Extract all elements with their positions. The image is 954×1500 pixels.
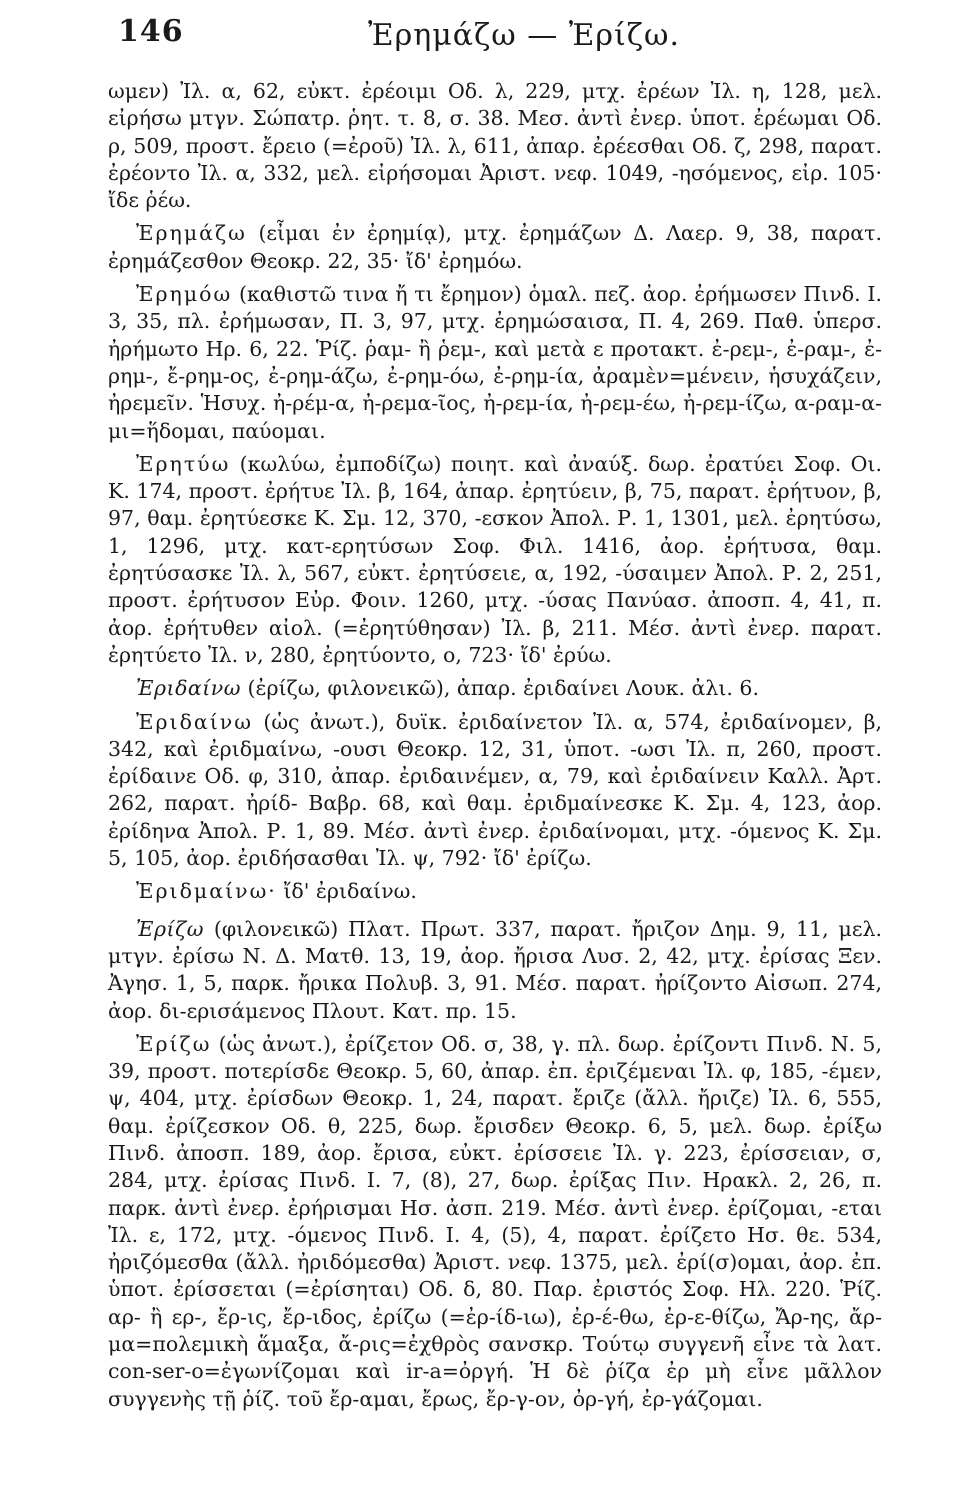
entry-lemma: Ἐρίζω	[136, 1031, 212, 1056]
entry-eridaino-poetic	[108, 709, 882, 873]
entry-text: (εἶμαι ἐν ἐρημίᾳ), μτχ. ἐρημάζων Δ. Λαερ. 9, 38, παρατ. ἐρημάζεσθον Θεοκρ. 22, 35· ἴδ' ἐρημόω.	[108, 221, 882, 273]
dictionary-entries	[108, 78, 882, 1413]
entry-text: (καθιστῶ τινα ἤ τι ἔρημον) ὁμαλ. πεζ. ἀορ. ἐρήμωσεν Πινδ. Ι. 3, 35, πλ. ἐρήμωσαν, Π. 3, 97, μτχ. ἐρημώσαισα, Π. 4, 269. Παθ. ὑπερσ. ἠρήμωτο Ηρ. 6, 22. Ῥίζ. ῥαμ- ἢ ῥεμ-, καὶ μετὰ ε προτακτ. ἐ-ρεμ-, ἐ-ραμ-, ἐ-ρημ-, ἔ-ρημ-ος, ἐ-ρημ-άζω, ἐ-ρημ-όω, ἐ-ρημ-ία, ἀραμὲν=μένειν, ἡσυχάζειν, ἠρεμεῖν. Ἡσυχ. ἠ-ρέμ-α, ἠ-ρεμα-ῖος, ἠ-ρεμ-ία, ἠ-ρεμ-έω, ἠ-ρεμ-ίζω, α-ραμ-α-μι=ἥδομαι, παύομαι.	[108, 282, 882, 443]
entry-text: (ὡς ἀνωτ.), ἐρίζετον Οδ. σ, 38, γ. πλ. δωρ. ἐρίζοντι Πινδ. Ν. 5, 39, προστ. ποτερίσδε Θεοκρ. 5, 60, ἀπαρ. ἐπ. ἐριζέμεναι Ἰλ. φ, 185, -έμεν, ψ, 404, μτχ. ἐρίσδων Θεοκρ. 1, 24, παρατ. ἔριζε (ἄλλ. ἤριζε) Ἰλ. 6, 555, θαμ. ἐρίζεσκον Οδ. θ, 225, δωρ. ἔρισδεν Θεοκρ. 6, 5, μελ. δωρ. ἐρίξω Πινδ. ἀποσπ. 189, ἀορ. ἔρισα, εὐκτ. ἐρίσσειε Ἰλ. γ. 223, ἐρίσσειαν, σ, 284, μτχ. ἐρίσας Πινδ. Ι. 7, (8), 27, δωρ. ἐρίξας Πιν. Ηρακλ. 2, 26, π. παρκ. ἀντὶ ἐνερ. ἐρήρισμαι Ησ. ἀσπ. 219. Μέσ. ἀντὶ ἐνερ. ἐρίζομαι, -εται Ἰλ. ε, 172, μτχ. -όμενος Πινδ. Ι. 4, (5), 4, παρατ. ἐρίζετο Ησ. θε. 534, ἠριζόμεσθα (ἄλλ. ἠριδόμεσθα) Ἀριστ. νεφ. 1375, μελ. ἐρί(σ)ομαι, ἀορ. ἐπ. ὑποτ. ἐρίσσεται (=ἐρίσηται) Οδ. δ, 80. Παρ. ἐριστός Σοφ. Ηλ. 220. Ῥίζ. αρ- ἢ ερ-, ἔρ-ις, ἔρ-ιδος, ἐρίζω (=ἐρ-ίδ-ιω), ἐρ-έ-θω, ἐρ-ε-θίζω, Ἄρ-ης, ἄρ-μα=πολεμικὴ ἅμαξα, ἄ-ρις=ἐχθρὸς σανσκρ. Τούτῳ συγγενῆ εἶνε τὰ λατ. con-ser-o=ἐγωνίζομαι καὶ ir-a=ὀργή. Ἡ δὲ ῥίζα ἐρ μὴ εἶνε μᾶλλον συγγενὴς τῇ ῥίζ. τοῦ ἔρ-αμαι, ἔρως, ἔρ-γ-ον, ὀρ-γή, ἐρ-γάζομαι.	[108, 1031, 882, 1411]
entry-lemma: Ἐριδαίνω	[136, 709, 253, 734]
entry-text: ωμεν) Ἰλ. α, 62, εὐκτ. ἐρέοιμι Οδ. λ, 229, μτχ. ἐρέων Ἰλ. η, 128, μελ. εἰρήσω μτγν. Σώπατρ. ῥητ. τ. 8, σ. 38. Μεσ. ἀντὶ ἐνερ. ὑποτ. ἐρέωμαι Οδ. ρ, 509, προστ. ἔρειο (=ἐροῦ) Ἰλ. λ, 611, ἀπαρ. ἐρέεσθαι Οδ. ζ, 298, παρατ. ἐρέοντο Ἰλ. α, 332, μελ. εἰρήσομαι Ἀριστ. νεφ. 1049, -ησόμενος, εἰρ. 105· ἴδε ῥέω.	[108, 79, 882, 213]
running-head: Ἐρημάζω — Ἐρίζω.	[368, 18, 681, 53]
entry-erimoo	[108, 281, 882, 445]
entry-erimazo	[108, 220, 882, 275]
entry-text: (ἐρίζω, φιλονεικῶ), ἀπαρ. ἐριδαίνει Λουκ. ἀλι. 6.	[247, 676, 759, 701]
entry-lemma: Ἐρημάζω	[136, 221, 247, 246]
page-number: 146	[118, 14, 184, 49]
entry-erizo-attic	[108, 916, 882, 1025]
entry-lemma: Ἐρημόω	[136, 282, 233, 307]
entry-eridmaino	[108, 878, 882, 905]
entry-continuation	[108, 78, 882, 214]
entry-lemma: Ἐριδμαίνω·	[136, 879, 277, 904]
entry-text: (φιλονεικῶ) Πλατ. Πρωτ. 337, παρατ. ἤριζον Δημ. 9, 11, μελ. μτγν. ἐρίσω Ν. Δ. Ματθ. 13, 19, ἀορ. ἤρισα Λυσ. 2, 42, μτχ. ἐρίσας Ξεν. Ἀγησ. 1, 5, παρκ. ἤρικα Πολυβ. 3, 91. Μέσ. παρατ. ἠρίζοντο Αἰσωπ. 274, ἀορ. δι-ερισάμενος Πλουτ. Κατ. πρ. 15.	[108, 916, 882, 1023]
entry-text: (ὡς ἀνωτ.), δυϊκ. ἐριδαίνετον Ἰλ. α, 574, ἐριδαίνομεν, β, 342, καὶ ἐριδμαίνω, -ουσι Θεοκρ. 12, 31, ὑποτ. -ωσι Ἰλ. π, 260, προστ. ἐρίδαινε Οδ. φ, 310, ἀπαρ. ἐριδαινέμεν, α, 79, καὶ ἐριδαίνειν Καλλ. Ἀρτ. 262, παρατ. ἠρίδ- Βαβρ. 68, καὶ θαμ. ἐριδμαίνεσκε Κ. Σμ. 4, 123, ἀορ. ἐρίδηνα Ἀπολ. Ρ. 1, 89. Μέσ. ἀντὶ ἐνερ. ἐριδαίνομαι, μτχ. -όμενος Κ. Σμ. 5, 105, ἀορ. ἐριδήσασθαι Ἰλ. ψ, 792· ἴδ' ἐρίζω.	[108, 709, 882, 871]
page-header	[108, 0, 882, 78]
entry-eridaino-attic	[108, 675, 882, 702]
entry-lemma: Ἐρητύω	[136, 451, 231, 476]
entry-erityo	[108, 451, 882, 669]
entry-text: ἴδ' ἐριδαίνω.	[283, 879, 417, 904]
entry-lemma: Ἐρίζω	[136, 916, 204, 941]
entry-text: (κωλύω, ἐμποδίζω) ποιητ. καὶ ἀναύξ. δωρ. ἐρατύει Σοφ. Οι. Κ. 174, προστ. ἐρήτυε Ἰλ. β, 164, ἀπαρ. ἐρητύειν, β, 75, παρατ. ἐρήτυον, β, 97, θαμ. ἐρητύεσκε Κ. Σμ. 12, 370, -εσκον Ἀπολ. Ρ. 1, 1301, μελ. ἐρητύσω, 1, 1296, μτχ. κατ-ερητύσων Σοφ. Φιλ. 1416, ἀορ. ἐρήτυσα, θαμ. ἐρητύσασκε Ἰλ. λ, 567, εὐκτ. ἐρητύσειε, α, 192, -ύσαιμεν Ἀπολ. Ρ. 2, 251, προστ. ἐρήτυσον Εὐρ. Φοιν. 1260, μτχ. -ύσας Πανύασ. ἀποσπ. 4, 41, π. ἀορ. ἐρήτυθεν αἰολ. (=ἐρητύθησαν) Ἰλ. β, 211. Μέσ. ἀντὶ ἐνερ. παρατ. ἐρητύετο Ἰλ. ν, 280, ἐρητύοντο, ο, 723· ἴδ' ἐρύω.	[108, 451, 882, 667]
entry-lemma: Ἐριδαίνω	[136, 676, 241, 701]
entry-erizo-poetic	[108, 1031, 882, 1413]
